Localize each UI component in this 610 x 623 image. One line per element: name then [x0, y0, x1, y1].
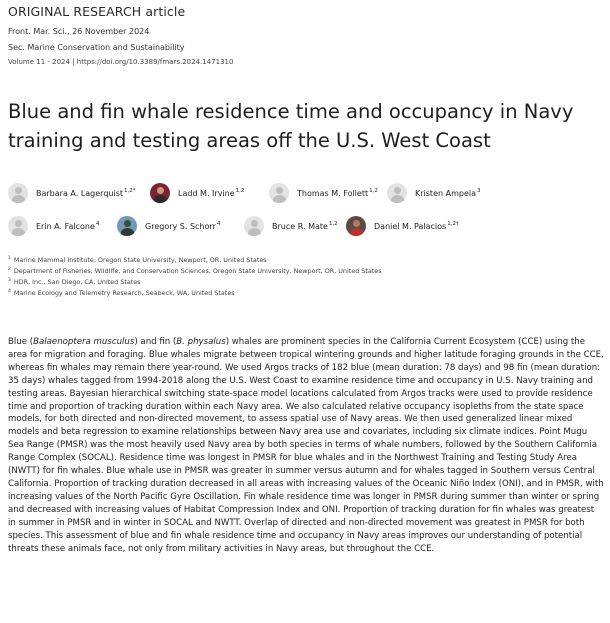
placeholder-avatar-icon	[8, 183, 28, 203]
affiliation-item: $^1$ Marine Mammal Institute, Oregon State University, Newport, OR, United States	[8, 256, 267, 264]
author-name[interactable]: Thomas M. Follett$^{1,2}$	[297, 188, 378, 198]
author-name[interactable]: Erin A. Falcone$^4$	[36, 221, 100, 231]
volume-doi[interactable]: Volume 11 - 2024 | https://doi.org/10.3389/fmars.2024.1471310	[8, 58, 234, 66]
author-item[interactable]	[244, 216, 338, 236]
abstract-text: Blue (Balaenoptera musculus) and fin (B. physalus) whales are prominent species in the California Current Ecosystem (CCE) using the area for migration and foraging. Blue whales migrate between tropical wintering grounds and higher latitude foraging grounds in the CCE, whereas fin whales may remain there year-round. We used Argos tracks of 182 blue (mean duration: 78 days) and 98 fin (mean duration: 35 days) whales tagged from 1994-2018 along the U.S. West Coast to examine residence time and occupancy in U.S. Navy training and testing areas. Bayesian hierarchical switching state-space model locations calculated from Argos tracks were used to provide residence time and proportion of tracking duration within each Navy area. We also calculated relative occupancy isopleths from the state space models, for both directed and non-directed movement, to assess spatial use of Navy areas. We then used generalized linear mixed models and beta regression to examine relationships between Navy area use and covariates, including six climate indices. Point Mugu Sea Range (PMSR) was the most heavily used Navy area by both species in terms of whale numbers, followed by the Southern California Range Complex (SOCAL). Residence time was longest in PMSR for blue whales and in the Northwest Training and Testing Study Area (NWTT) for fin whales. Blue whale use in PMSR was greater in summer versus autumn and for whales tagged in Southern versus Central California. Proportion of tracking duration decreased in all areas with increasing values of the Oceanic Niño Index (ONI), and in PMSR, with increasing values of the North Pacific Gyre Oscillation. Fin whale residence time was longer in PMSR during summer than winter or spring and decreased with increasing values of Habitat Compression Index and ONI. Proportion of tracking duration for fin whales was greatest in summer in PMSR and in winter in SOCAL and NWTT. Overlap of directed and non-directed movement was greatest in PMSR for both species. This assessment of blue and fin whale residence time and occupancy in Navy areas improves our understanding of potential threats these animals face, not only from military activities in Navy areas, but throughout the CCE.	[8, 337, 604, 554]
author-item[interactable]	[150, 183, 244, 203]
author-item[interactable]	[387, 183, 481, 203]
affiliation-item: $^3$ HDR, Inc., San Diego, CA, United States	[8, 278, 141, 286]
author-name[interactable]: Kristen Ampela$^3$	[415, 188, 481, 198]
placeholder-avatar-icon	[244, 216, 264, 236]
journal-section[interactable]: Sec. Marine Conservation and Sustainability	[8, 43, 185, 52]
author-item[interactable]	[346, 216, 459, 236]
author-name[interactable]: Bruce R. Mate$^{1,2}$	[272, 221, 338, 231]
journal-date: Front. Mar. Sci., 26 November 2024	[8, 27, 150, 36]
author-name[interactable]: Barbara A. Lagerquist$^{1,2*}$	[36, 188, 136, 198]
scientific-name: B. physalus	[176, 337, 226, 347]
article-type-label: ORIGINAL RESEARCH article	[8, 4, 186, 19]
author-photo-avatar	[150, 183, 170, 203]
author-photo-avatar	[346, 216, 366, 236]
affiliation-item: $^2$ Department of Fisheries, Wildlife, and Conservation Sciences, Oregon State University, Newport, OR, United States	[8, 267, 382, 275]
author-name[interactable]: Daniel M. Palacios$^{1,2\dagger}$	[374, 221, 459, 231]
author-name[interactable]: Ladd M. Irvine$^{1,2}$	[178, 188, 245, 198]
author-item[interactable]	[269, 183, 378, 203]
author-photo-avatar	[117, 216, 137, 236]
placeholder-avatar-icon	[387, 183, 407, 203]
affiliation-item: $^4$ Marine Ecology and Telemetry Research, Seabeck, WA, United States	[8, 289, 235, 297]
author-item[interactable]	[117, 216, 220, 236]
article-title: Blue and fin whale residence time and occupancy in Navy training and testing areas off the U.S. West Coast	[8, 100, 574, 152]
affiliation-list	[8, 254, 382, 298]
author-item[interactable]	[8, 216, 99, 236]
placeholder-avatar-icon	[269, 183, 289, 203]
author-name[interactable]: Gregory S. Schorr$^4$	[145, 221, 221, 231]
author-item[interactable]	[8, 183, 136, 203]
placeholder-avatar-icon	[8, 216, 28, 236]
scientific-name: Balaenoptera musculus	[33, 337, 135, 347]
